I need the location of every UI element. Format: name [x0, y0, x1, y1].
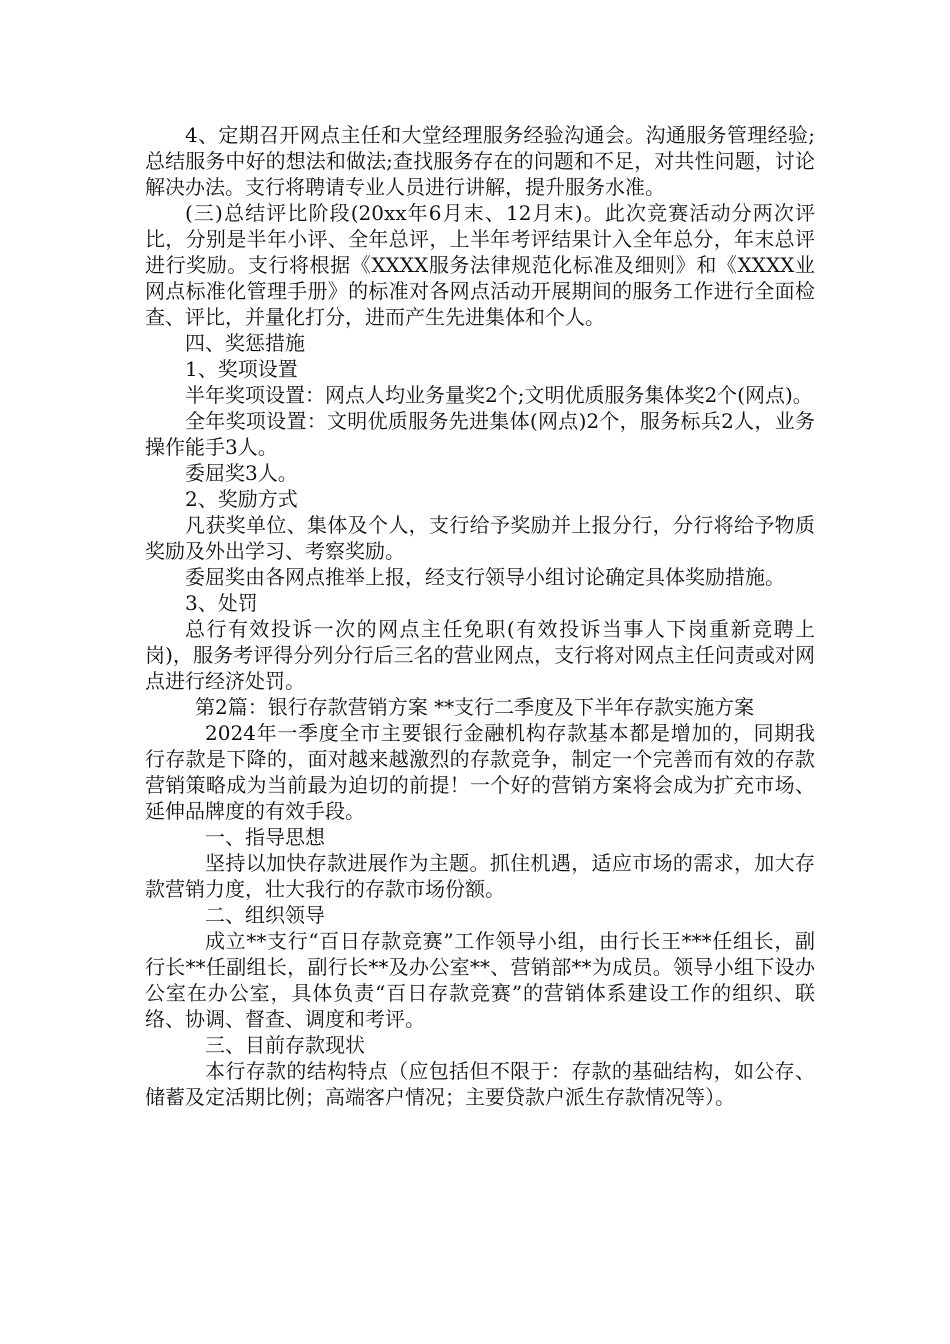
heading-guiding-ideology: 一、指导思想: [205, 825, 325, 849]
heading-rewards-penalties: 四、奖惩措施: [185, 331, 305, 355]
heading-organization: 二、组织领导: [205, 903, 325, 927]
paragraph-full-year-awards: 全年奖项设置：文明优质服务先进集体(网点)2个，服务标兵2人，业务操作能手3人。: [145, 409, 815, 459]
paragraph-half-year-awards: 半年奖项设置：网点人均业务量奖2个;文明优质服务集体奖2个(网点)。: [185, 383, 813, 407]
paragraph-penalties: 总行有效投诉一次的网点主任免职(有效投诉当事人下岗重新竞聘上岗)，服务考评得分列分行后三名的营业网点，支行将对网点主任问责或对网点进行经济处罚。: [145, 617, 815, 693]
paragraph-reward-method: 凡获奖单位、集体及个人，支行给予奖励并上报分行，分行将给予物质奖励及外出学习、考察奖励。: [145, 513, 815, 563]
paragraph-service-meeting: 4、定期召开网点主任和大堂经理服务经验沟通会。沟通服务管理经验;总结服务中好的想法和做法;查找服务存在的问题和不足，对共性问题，讨论解决办法。支行将聘请专业人员进行讲解，提升服务水准。: [145, 123, 815, 199]
paragraph-evaluation-stage: (三)总结评比阶段(20xx年6月末、12月末)。此次竞赛活动分两次评比，分别是半年小评、全年总评，上半年考评结果计入全年总分，年末总评进行奖励。支行将根据《XXXX服务法律规范化标准及细则》和《XXXX业网点标准化管理手册》的标准对各网点活动开展期间的服务工作进行全面检查、评比，并量化打分，进而产生先进集体和个人。: [145, 201, 815, 329]
heading-award-setting: 1、奖项设置: [185, 357, 298, 381]
paragraph-guiding-ideology: 坚持以加快存款进展作为主题。抓住机遇，适应市场的需求，加大存款营销力度，壮大我行的存款市场份额。: [145, 851, 815, 901]
paragraph-deposit-intro: 2024年一季度全市主要银行金融机构存款基本都是增加的，同期我行存款是下降的，面对越来越激烈的存款竞争，制定一个完善而有效的存款营销策略成为当前最为迫切的前提！一个好的营销方案将会成为扩充市场、延伸品牌度的有效手段。: [145, 721, 815, 823]
paragraph-organization: 成立**支行“百日存款竞赛”工作领导小组，由行长王***任组长，副行长**任副组长，副行长**及办公室**、营销部**为成员。领导小组下设办公室在办公室，具体负责“百日存款竞赛”的营销体系建设工作的组织、联络、协调、督查、调度和考评。: [145, 929, 815, 1031]
paragraph-deposit-status: 本行存款的结构特点（应包括但不限于：存款的基础结构，如公存、储蓄及定活期比例；高端客户情况；主要贷款户派生存款情况等）。: [145, 1059, 815, 1109]
paragraph-grievance-award: 委屈奖3人。: [185, 461, 298, 485]
heading-penalties: 3、处罚: [185, 591, 258, 615]
document-page: [145, 122, 815, 1110]
heading-reward-method: 2、奖励方式: [185, 487, 298, 511]
article-2-title: 第2篇：银行存款营销方案 **支行二季度及下半年存款实施方案: [195, 695, 755, 719]
paragraph-grievance-method: 委屈奖由各网点推举上报，经支行领导小组讨论确定具体奖励措施。: [185, 565, 785, 589]
heading-deposit-status: 三、目前存款现状: [205, 1033, 365, 1057]
